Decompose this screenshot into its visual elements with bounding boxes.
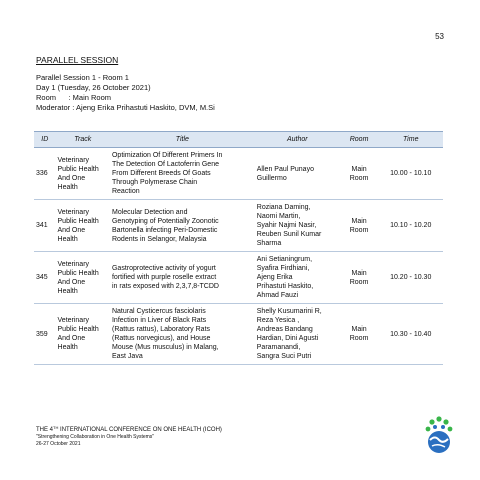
table-row [34, 200, 443, 252]
cell-title: Natural Cysticercus fasciolaris Infection in Liver of Black Rats (Rattus rattus), Laboratory Rats (Rattus norvegicus), and House Mouse (Mus musculus) in Malang, East Java [110, 304, 255, 365]
cell-time: 10.30 - 10.40 [378, 304, 443, 365]
cell-time: 10.10 - 10.20 [378, 200, 443, 252]
table-row [34, 304, 443, 365]
conference-tagline: "Strengthening Collaboration in One Health Systems" [36, 434, 155, 440]
table-row [34, 148, 443, 200]
cell-id: 345 [34, 252, 56, 304]
col-header-track: Track [56, 132, 110, 148]
table-header-row [34, 132, 443, 148]
conference-name-pre: THE 4 [36, 427, 54, 433]
cell-author: Ani Setianingrum, Syafira Firdhiani, Ajeng Erika Prihastuti Haskito, Ahmad Fauzi [255, 252, 340, 304]
conference-dates: 26-27 October 2021 [36, 441, 81, 447]
cell-title: Optimization Of Different Primers In The Detection Of Lactoferrin Gene From Different Breeds Of Goats Through Polymerase Chain Reaction [110, 148, 255, 200]
cell-title: Molecular Detection and Genotyping of Potentially Zoonotic Bartonella infecting Peri-Domestic Rodents in Selangor, Malaysia [110, 200, 255, 252]
section-heading: PARALLEL SESSION [36, 55, 119, 65]
table-row [34, 252, 443, 304]
session-line: Parallel Session 1 - Room 1 [36, 73, 129, 82]
cell-time: 10.20 - 10.30 [378, 252, 443, 304]
cell-author: Shelly Kusumarini R, Reza Yesica , Andreas Bandang Hardian, Dini Agusti Paramanandi, Sangra Suci Putri [255, 304, 340, 365]
conference-name [36, 424, 222, 434]
col-header-id: ID [34, 132, 56, 148]
cell-room: Main Room [340, 304, 379, 365]
cell-track: Veterinary Public Health And One Health [56, 252, 110, 304]
room-line: Room : Main Room [36, 93, 112, 102]
footer [36, 424, 222, 448]
col-header-time: Time [378, 132, 443, 148]
cell-id: 336 [34, 148, 56, 200]
conference-logo-icon [420, 414, 458, 456]
conference-name-post: INTERNATIONAL CONFERENCE ON ONE HEALTH (ICOH) [58, 427, 222, 433]
col-header-author: Author [255, 132, 340, 148]
cell-id: 359 [34, 304, 56, 365]
moderator-line: Moderator : Ajeng Erika Prihastuti Haskito, DVM, M.Si [36, 103, 215, 112]
schedule-table [34, 131, 443, 365]
cell-track: Veterinary Public Health And One Health [56, 304, 110, 365]
page-number: 53 [435, 32, 444, 41]
cell-author: Allen Paul Punayo Guillermo [255, 148, 340, 200]
cell-room: Main Room [340, 200, 379, 252]
cell-track: Veterinary Public Health And One Health [56, 200, 110, 252]
cell-track: Veterinary Public Health And One Health [56, 148, 110, 200]
cell-room: Main Room [340, 148, 379, 200]
conference-name-sup: TH [53, 425, 59, 430]
col-header-room: Room [340, 132, 379, 148]
cell-title: Gastroprotective activity of yogurt fortified with purple roselle extract in rats exposed with 2,3,7,8-TCDD [110, 252, 255, 304]
cell-room: Main Room [340, 252, 379, 304]
col-header-title: Title [110, 132, 255, 148]
day-line: Day 1 (Tuesday, 26 October 2021) [36, 83, 151, 92]
cell-author: Roziana Daming, Naomi Martin, Syahir Najmi Nasir, Reuben Sunil Kumar Sharma [255, 200, 340, 252]
cell-time: 10.00 - 10.10 [378, 148, 443, 200]
cell-id: 341 [34, 200, 56, 252]
